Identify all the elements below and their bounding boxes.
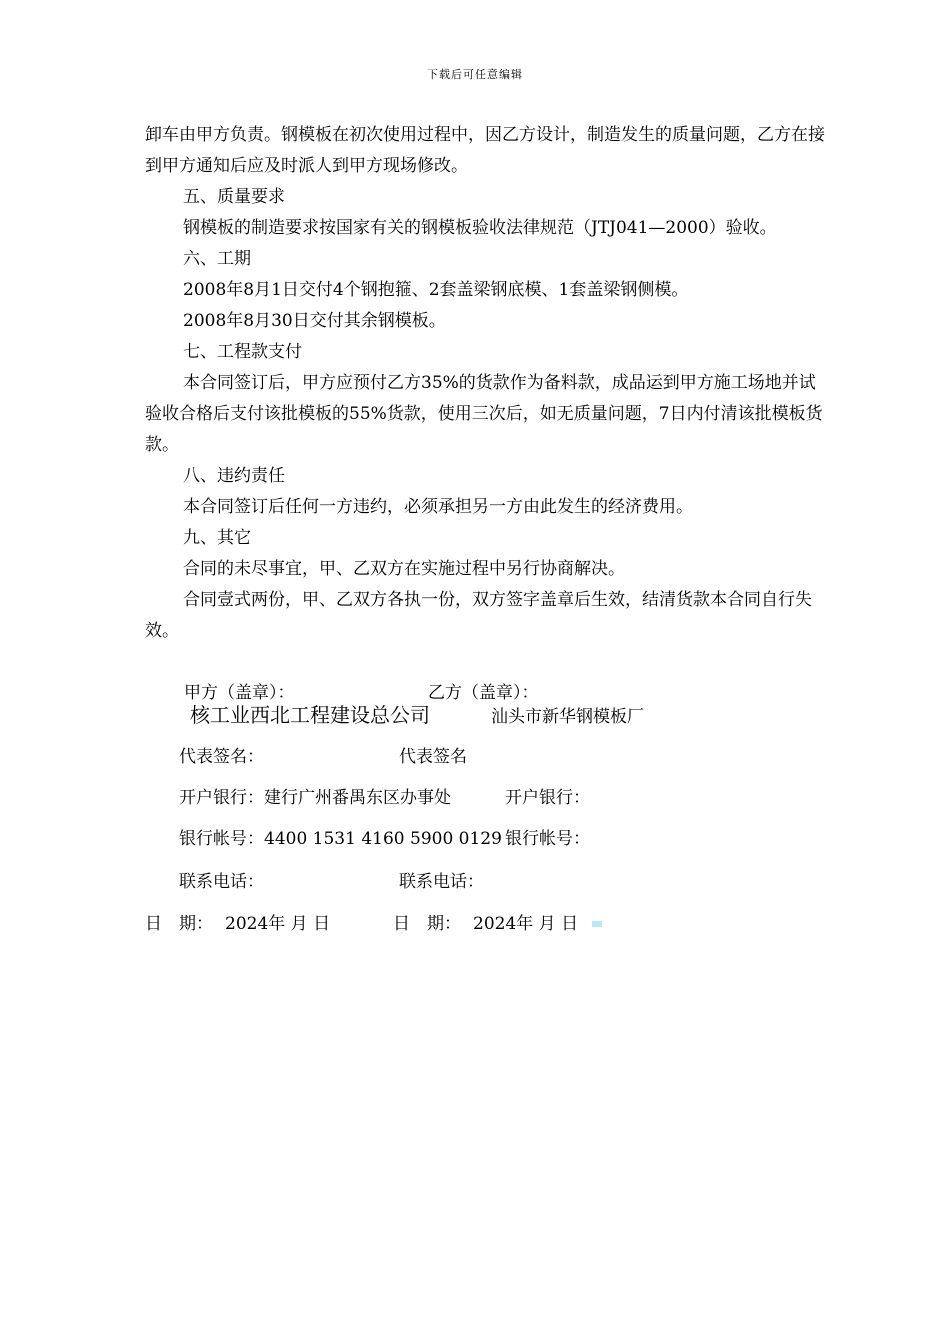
party-a-date-value: 2024年 月 日 (225, 914, 331, 934)
party-a-bank: 开户银行：建行广州番禺东区办事处 (179, 788, 451, 808)
text-cursor-highlight (592, 921, 602, 927)
section-heading: 五、质量要求 (183, 187, 285, 207)
paragraph: 2008年8月1日交付4个钢抱箍、2套盖梁钢底模、1套盖梁钢侧模。 (183, 280, 689, 300)
contract-body (145, 120, 825, 647)
party-b-bank: 开户银行： (505, 788, 590, 808)
party-a-account: 银行帐号：4400 1531 4160 5900 0129 (179, 829, 502, 849)
section-heading: 七、工程款支付 (183, 342, 302, 362)
paragraph: 卸车由甲方负责。钢模板在初次使用过程中，因乙方设计，制造发生的质量问题，乙方在接到甲方通知后应及时派人到甲方现场修改。 (145, 125, 825, 176)
section-heading: 九、其它 (183, 528, 251, 548)
page-header: 下载后可任意编辑 (427, 68, 523, 81)
paragraph: 本合同签订后任何一方违约，必须承担另一方由此发生的经济费用。 (183, 497, 693, 517)
party-b-phone: 联系电话： (399, 872, 484, 892)
paragraph: 本合同签订后，甲方应预付乙方35%的货款作为备料款，成品运到甲方施工场地并试验收合格后支付该批模板的55%货款，使用三次后，如无质量问题，7日内付清该批模板货款。 (145, 373, 823, 455)
party-b-seal-label: 乙方（盖章）： (428, 683, 539, 703)
party-b-rep-label: 代表签名 (399, 747, 467, 767)
party-a-date-label: 日 期： (145, 914, 213, 934)
party-b-account: 银行帐号： (505, 829, 590, 849)
section-heading: 八、违约责任 (183, 466, 285, 486)
party-a-phone: 联系电话： (179, 872, 264, 892)
party-a-rep-label: 代表签名： (179, 747, 264, 767)
party-b-date-value: 2024年 月 日 (473, 914, 579, 934)
party-b-date-label: 日 期： (393, 914, 461, 934)
party-a-company: 核工业西北工程建设总公司 (190, 703, 430, 727)
paragraph: 合同的未尽事宜，甲、乙双方在实施过程中另行协商解决。 (183, 559, 625, 579)
paragraph: 2008年8月30日交付其余钢模板。 (183, 311, 446, 331)
party-a-seal-label: 甲方（盖章）： (184, 683, 295, 703)
section-heading: 六、工期 (183, 249, 251, 269)
paragraph: 合同壹式两份，甲、乙双方各执一份，双方签字盖章后生效，结清货款本合同自行失效。 (145, 590, 812, 641)
paragraph: 钢模板的制造要求按国家有关的钢模板验收法律规范（JTJ041—2000）验收。 (183, 218, 777, 238)
party-b-company: 汕头市新华钢模板厂 (491, 707, 644, 727)
